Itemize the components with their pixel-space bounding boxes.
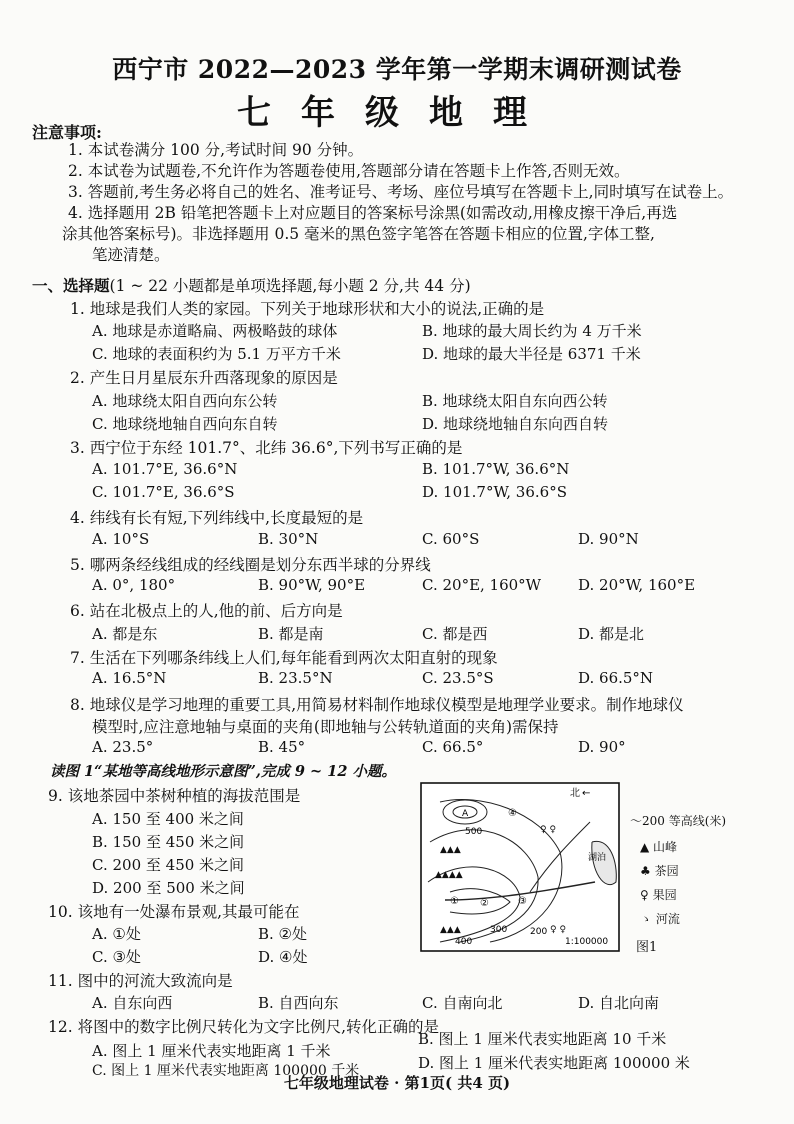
section-header	[32, 274, 471, 296]
figure-caption: 图1	[636, 940, 658, 955]
option: C. 101.7°E, 36.6°S	[92, 483, 235, 501]
contour-label: 300	[490, 925, 508, 935]
option: A. ①处	[92, 925, 141, 943]
option: B. 都是南	[258, 625, 324, 643]
option: C. 自南向北	[422, 994, 503, 1012]
option: D. ④处	[258, 948, 308, 966]
option: B. 101.7°W, 36.6°N	[422, 460, 570, 478]
option: A. 地球是赤道略扁、两极略鼓的球体	[92, 322, 338, 340]
option: C. 200 至 450 米之间	[92, 856, 245, 874]
option: A. 10°S	[92, 530, 150, 548]
note-item: 1. 本试卷满分 100 分,考试时间 90 分钟。	[68, 141, 364, 159]
option: B. 90°W, 90°E	[258, 576, 366, 594]
option: A. 0°, 180°	[92, 576, 176, 594]
option: A. 16.5°N	[92, 669, 167, 687]
tea-garden-icon: ▲▲▲	[440, 845, 461, 855]
tea-garden-icon: ▲▲▲	[440, 925, 461, 935]
orchard-icon: ♀ ♀	[540, 825, 557, 835]
question-stem: 9. 该地茶园中茶树种植的海拔范围是	[48, 787, 301, 805]
option: C. 都是西	[422, 625, 488, 643]
contour-label: 400	[455, 937, 473, 947]
note-item-cont: 笔迹清楚。	[92, 246, 170, 264]
legend-label: 河流	[655, 912, 680, 926]
option: A. 自东向西	[92, 994, 173, 1012]
option: C. 66.5°	[422, 738, 484, 756]
legend-river: ゝ 河流	[640, 912, 680, 926]
tea-garden-icon: ▲▲▲▲	[435, 870, 463, 880]
note-item: 2. 本试卷为试题卷,不允许作为答题卷使用,答题部分请在答题卡上作答,否则无效。	[68, 162, 630, 180]
legend-peak: ▲ 山峰	[640, 840, 678, 854]
subject-title: 七年级地理	[237, 93, 557, 133]
option: A. 23.5°	[92, 738, 154, 756]
question-stem: 8. 地球仪是学习地理的重要工具,用简易材料制作地球仪模型是地理学业要求。制作地球仪	[70, 696, 684, 714]
option: D. 66.5°N	[578, 669, 654, 687]
page-footer: 七年级地理试卷 · 第1页( 共4 页)	[283, 1074, 511, 1092]
exam-title: 西宁市 2022—2023 学年第一学期末调研测试卷	[112, 55, 682, 84]
option: D. 图上 1 厘米代表实地距离 100000 米	[418, 1054, 690, 1072]
option: C. 60°S	[422, 530, 480, 548]
marker-3: ③	[518, 896, 527, 907]
map-scale: 1:100000	[565, 937, 609, 947]
option: A. 图上 1 厘米代表实地距离 1 千米	[92, 1042, 331, 1060]
option: B. 45°	[258, 738, 306, 756]
lake-label: 湖泊	[588, 853, 607, 863]
option: B. 地球绕太阳自东向西公转	[422, 392, 608, 410]
question-stem: 5. 哪两条经线组成的经线圈是划分东西半球的分界线	[70, 556, 431, 574]
option: C. 地球绕地轴自西向东自转	[92, 415, 278, 433]
question-stem: 2. 产生日月星辰东升西落现象的原因是	[70, 369, 338, 387]
option: A. 地球绕太阳自西向东公转	[92, 392, 278, 410]
question-stem: 11. 图中的河流大致流向是	[48, 972, 233, 990]
legend-label: 200 等高线(米)	[642, 814, 727, 828]
orchard-icon: ♀ ♀	[550, 925, 567, 935]
option: C. 20°E, 160°W	[422, 576, 542, 594]
option: B. 30°N	[258, 530, 319, 548]
option: A. 150 至 400 米之间	[92, 810, 244, 828]
question-stem: 4. 纬线有长有短,下列纬线中,长度最短的是	[70, 509, 364, 527]
note-item-cont: 涂其他答案标号)。非选择题用 0.5 毫米的黑色签字笔答在答题卡相应的位置,字体工整,	[62, 225, 655, 243]
option: A. 都是东	[92, 625, 158, 643]
peak-label: A	[462, 809, 469, 819]
marker-1: ①	[450, 896, 459, 907]
note-item: 3. 答题前,考生务必将自己的姓名、准考证号、考场、座位号填写在答题卡上,同时填写在试卷上。	[68, 183, 734, 201]
question-stem-cont: 模型时,应注意地轴与桌面的夹角(即地轴与公转轨道面的夹角)需保持	[92, 718, 559, 736]
note-item: 4. 选择题用 2B 铅笔把答题卡上对应题目的答案标号涂黑(如需改动,用橡皮擦干净后,再选	[68, 204, 678, 222]
option: C. 23.5°S	[422, 669, 494, 687]
section-title: 一、选择题	[32, 276, 110, 295]
option: D. 都是北	[578, 625, 645, 643]
option: D. 200 至 500 米之间	[92, 879, 245, 897]
question-stem: 1. 地球是我们人类的家园。下列关于地球形状和大小的说法,正确的是	[70, 300, 545, 318]
legend-label: 山峰	[653, 840, 678, 854]
read-map-instruction: 读图 1“某地等高线地形示意图”,完成 9 ~ 12 小题。	[50, 763, 396, 780]
option: D. 90°N	[578, 530, 639, 548]
question-stem: 3. 西宁位于东经 101.7°、北纬 36.6°,下列书写正确的是	[70, 439, 463, 457]
contour-map	[420, 782, 620, 952]
option: B. 自西向东	[258, 994, 339, 1012]
option: D. 20°W, 160°E	[578, 576, 696, 594]
option: C. ③处	[92, 948, 141, 966]
contour-label: 500	[465, 827, 483, 837]
north-label: 北	[570, 788, 580, 799]
contour-label: 200	[530, 927, 548, 937]
option: B. 地球的最大周长约为 4 万千米	[422, 322, 642, 340]
marker-2: ②	[480, 898, 489, 909]
option: D. 地球的最大半径是 6371 千米	[422, 345, 641, 363]
question-stem: 6. 站在北极点上的人,他的前、后方向是	[70, 602, 343, 620]
option: C. 图上 1 厘米代表实地距离 100000 千米	[92, 1063, 360, 1079]
notes-heading: 注意事项:	[32, 123, 102, 142]
question-stem: 12. 将图中的数字比例尺转化为文字比例尺,转化正确的是	[48, 1018, 440, 1036]
option: D. 自北向南	[578, 994, 660, 1012]
legend-tea: ♣ 茶园	[640, 864, 679, 878]
north-arrow-icon: ←	[582, 788, 591, 799]
option: B. ②处	[258, 925, 308, 943]
option: D. 90°	[578, 738, 626, 756]
option: B. 图上 1 厘米代表实地距离 10 千米	[418, 1030, 667, 1048]
question-stem: 10. 该地有一处瀑布景观,其最可能在	[48, 903, 300, 921]
option: D. 地球绕地轴自东向西自转	[422, 415, 609, 433]
legend-orchard: ♀ 果园	[640, 888, 677, 902]
option: A. 101.7°E, 36.6°N	[92, 460, 238, 478]
option: B. 150 至 450 米之间	[92, 833, 245, 851]
question-stem: 7. 生活在下列哪条纬线上人们,每年能看到两次太阳直射的现象	[70, 649, 498, 667]
option: D. 101.7°W, 36.6°S	[422, 483, 567, 501]
option: B. 23.5°N	[258, 669, 333, 687]
option: C. 地球的表面积约为 5.1 万平方千米	[92, 345, 341, 363]
legend-label: 果园	[652, 888, 677, 902]
legend-contour: 〜200 等高线(米)	[630, 814, 727, 828]
section-desc: (1 ~ 22 小题都是单项选择题,每小题 2 分,共 44 分)	[109, 277, 471, 295]
marker-4: ④	[508, 808, 517, 819]
legend-label: 茶园	[654, 864, 679, 878]
